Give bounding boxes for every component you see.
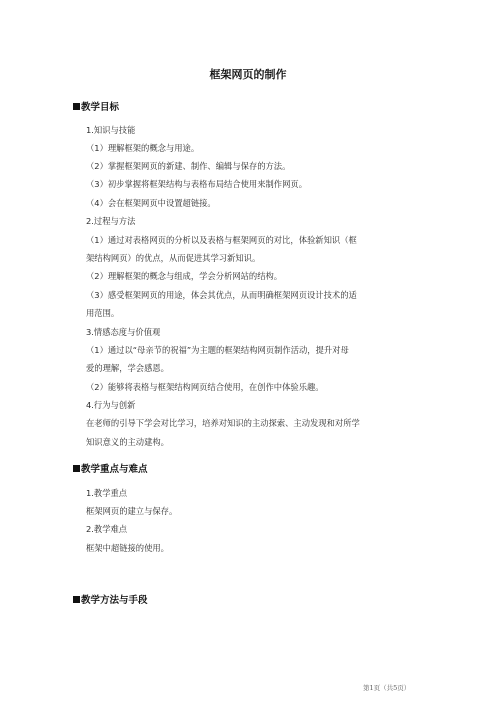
section-heading-text: 教学方法与手段	[81, 595, 148, 606]
body-line: 在老师的引导下学会对比学习，培养对知识的主动探索、主动发现和对所学	[86, 418, 360, 428]
page-title: 框架网页的制作	[209, 68, 287, 81]
section-heading-keypoints	[73, 461, 148, 475]
body-line: （1）通过以“母亲节的祝福”为主题的框架结构网页制作活动，提升对母	[86, 345, 349, 355]
body-line: 架结构网页）的优点，从而促进其学习新知识。	[86, 253, 261, 263]
body-line: 4.行为与创新	[86, 400, 136, 410]
body-line: 用范围。	[86, 308, 120, 318]
body-line: （1）通过对表格网页的分析以及表格与框架网页的对比，体验新知识（框	[86, 235, 357, 245]
square-bullet-icon	[73, 103, 80, 110]
body-line: （1）理解框架的概念与用途。	[86, 143, 200, 153]
body-line: （4）会在框架网页中设置超链接。	[86, 198, 216, 208]
body-line: （2）能够将表格与框架结构网页结合使用，在创作中体验乐趣。	[86, 382, 324, 392]
square-bullet-icon	[73, 596, 80, 603]
square-bullet-icon	[73, 465, 80, 472]
body-line: （2）掌握框架网页的新建、制作、编辑与保存的方法。	[86, 161, 291, 171]
body-line: 爱的理解，学会感恩。	[86, 363, 169, 373]
body-line: 框架网页的建立与保存。	[86, 506, 178, 516]
section-heading-methods	[73, 592, 148, 606]
body-line: 知识意义的主动建构。	[86, 437, 169, 447]
body-line: 1.教学重点	[86, 488, 128, 498]
body-line: 框架中超链接的使用。	[86, 543, 169, 553]
body-line: 2.教学难点	[86, 524, 128, 534]
page-footer: 第1页（共5页）	[363, 684, 411, 692]
body-line: 3.情感态度与价值观	[86, 327, 161, 337]
body-line: （3）初步掌握将框架结构与表格布局结合使用来制作网页。	[86, 179, 307, 189]
body-line: 2.过程与方法	[86, 216, 136, 226]
section-heading-text: 教学目标	[81, 102, 120, 113]
body-line: 1.知识与技能	[86, 125, 136, 135]
body-line: （3）感受框架网页的用途，体会其优点，从而明确框架网页设计技术的适	[86, 290, 357, 300]
body-line: （2）理解框架的概念与组成，学会分析网站的结构。	[86, 271, 283, 281]
section-heading-objectives	[73, 99, 119, 113]
section-heading-text: 教学重点与难点	[81, 464, 148, 475]
